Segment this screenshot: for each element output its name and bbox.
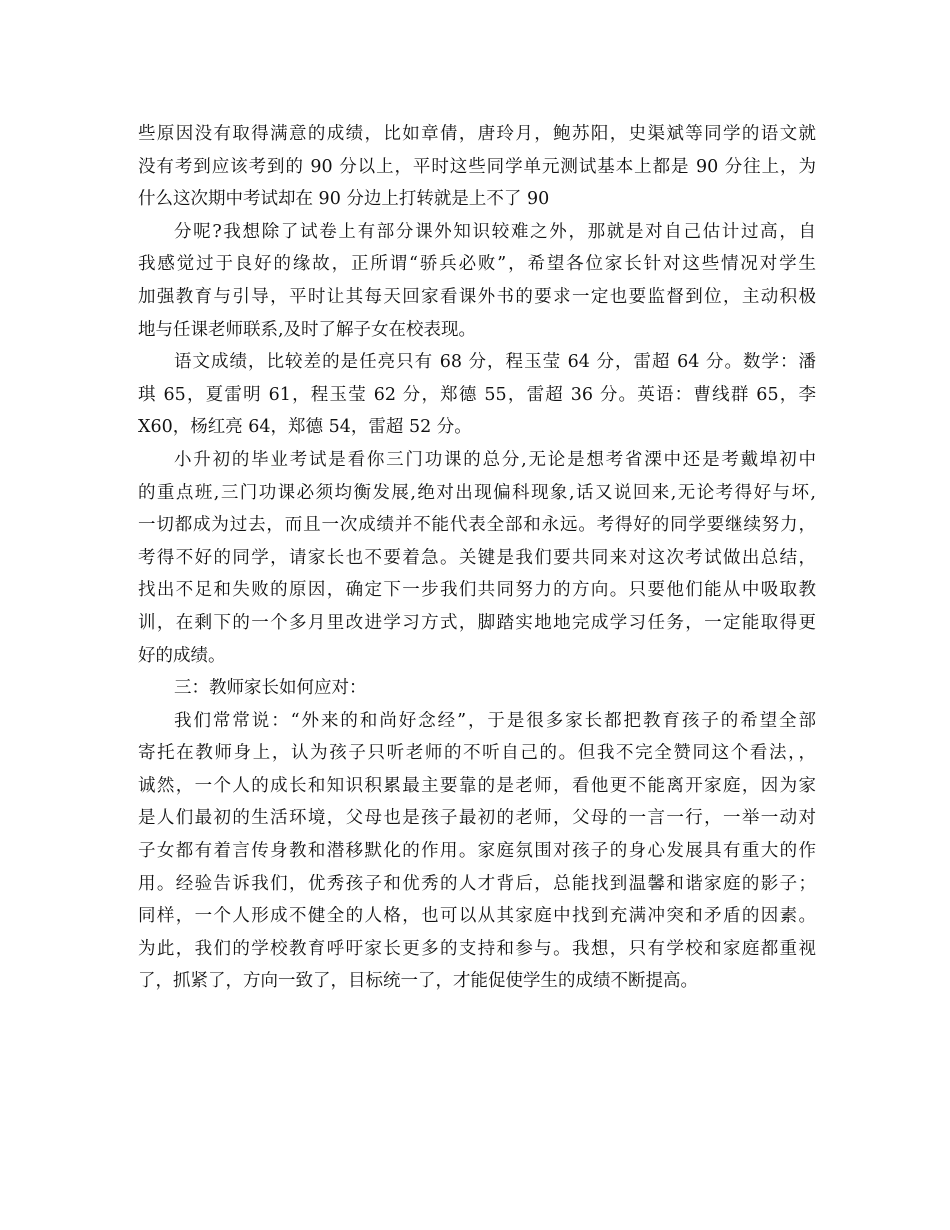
text-line: X60，杨红亮 64，郑德 54，雷超 52 分。 <box>138 417 472 438</box>
text-line: 地与任课老师联系,及时了解子女在校表现。 <box>138 319 477 340</box>
text-line: 好的成绩。 <box>138 645 226 666</box>
text-line: 寄托在教师身上，认为孩子只听老师的不听自己的。但我不完全赞同这个看法，， <box>138 743 816 764</box>
text-line: 同样，一个人形成不健全的人格，也可以从其家庭中找到充满冲突和矛盾的因素。 <box>138 906 816 927</box>
text-line: 找出不足和失败的原因，确定下一步我们共同努力的方向。只要他们能从中吸取教 <box>138 580 816 601</box>
text-line: 训，在剩下的一个多月里改进学习方式，脚踏实地地完成学习任务，一定能取得更 <box>138 612 816 633</box>
text-line: 用。经验告诉我们，优秀孩子和优秀的人才背后，总能找到温馨和谐家庭的影子； <box>138 873 816 894</box>
text-line: 的重点班,三门功课必须均衡发展,绝对出现偏科现象,话又说回来,无论考得好与坏, <box>138 482 816 503</box>
text-line: 加强教育与引导，平时让其每天回家看课外书的要求一定也要监督到位，主动积极 <box>138 286 816 307</box>
text-line: 是人们最初的生活环境，父母也是孩子最初的老师，父母的一言一行，一举一动对 <box>138 808 816 829</box>
text-line: 我感觉过于良好的缘故，正所谓“骄兵必败”，希望各位家长针对这些情况对学生 <box>138 254 816 275</box>
text-line: 些原因没有取得满意的成绩，比如章倩，唐玲月，鲍苏阳，史渠斌等同学的语文就 <box>138 124 816 144</box>
text-line: 没有考到应该考到的 90 分以上，平时这些同学单元测试基本上都是 90 分往上，为 <box>138 156 816 177</box>
text-line: 考得不好的同学，请家长也不要着急。关键是我们要共同来对这次考试做出总结， <box>138 547 816 568</box>
text-line: 了，抓紧了，方向一致了，目标统一了，才能促使学生的成绩不断提高。 <box>138 971 698 992</box>
text-line: 子女都有着言传身教和潜移默化的作用。家庭氛围对孩子的身心发展具有重大的作 <box>138 841 816 862</box>
paragraph-first-line: 小升初的毕业考试是看你三门功课的总分,无论是想考省溧中还是考戴埠初中 <box>174 449 816 470</box>
paragraph-first-line: 我们常常说：“外来的和尚好念经”，于是很多家长都把教育孩子的希望全部 <box>174 710 816 731</box>
text-line: 什么这次期中考试却在 90 分边上打转就是上不了 90 <box>138 189 550 210</box>
text-line: 诚然，一个人的成长和知识积累最主要靠的是老师，看他更不能离开家庭，因为家 <box>138 775 816 796</box>
paragraph-first-line: 语文成绩，比较差的是任亮只有 68 分，程玉莹 64 分，雷超 64 分。数学：潘 <box>174 352 816 373</box>
paragraph-first-line: 分呢?我想除了试卷上有部分课外知识较难之外，那就是对自己估计过高，自 <box>174 221 816 242</box>
section-heading: 三：教师家长如何应对： <box>174 678 367 699</box>
text-line: 为此，我们的学校教育呼吁家长更多的支持和参与。我想，只有学校和家庭都重视 <box>138 938 816 959</box>
text-line: 琪 65，夏雷明 61，程玉莹 62 分，郑德 55，雷超 36 分。英语：曹线群 65，李 <box>138 384 816 405</box>
document-body <box>138 118 816 998</box>
text-line: 一切都成为过去，而且一次成绩并不能代表全部和永远。考得好的同学要继续努力， <box>138 515 816 536</box>
